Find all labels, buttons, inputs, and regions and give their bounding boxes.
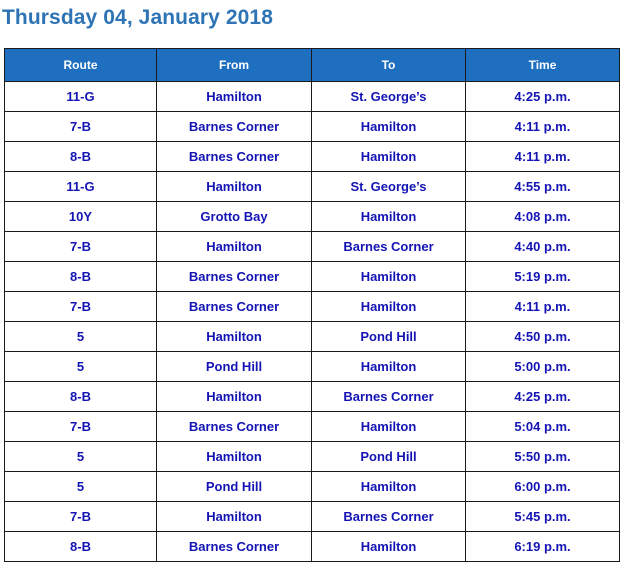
cell-from: Barnes Corner (157, 142, 312, 172)
cell-route: 7-B (5, 112, 157, 142)
cell-route: 5 (5, 442, 157, 472)
cell-from: Hamilton (157, 382, 312, 412)
cell-to: Hamilton (312, 412, 466, 442)
cell-to: Hamilton (312, 142, 466, 172)
cell-time: 4:25 p.m. (466, 382, 620, 412)
cell-route: 7-B (5, 502, 157, 532)
cell-route: 8-B (5, 532, 157, 562)
table-row (5, 202, 620, 232)
cell-time: 5:04 p.m. (466, 412, 620, 442)
table-row (5, 442, 620, 472)
table-row (5, 172, 620, 202)
cell-from: Grotto Bay (157, 202, 312, 232)
header-to: To (312, 49, 466, 82)
cell-route: 8-B (5, 262, 157, 292)
cell-time: 4:08 p.m. (466, 202, 620, 232)
header-route: Route (5, 49, 157, 82)
cell-to: St. George’s (312, 82, 466, 112)
table-body (5, 82, 620, 562)
cell-time: 4:55 p.m. (466, 172, 620, 202)
cell-route: 5 (5, 322, 157, 352)
cell-time: 4:11 p.m. (466, 142, 620, 172)
cell-time: 5:00 p.m. (466, 352, 620, 382)
cell-route: 7-B (5, 232, 157, 262)
bus-schedule-table (4, 48, 620, 562)
cell-to: Hamilton (312, 202, 466, 232)
table-row (5, 532, 620, 562)
cell-route: 10Y (5, 202, 157, 232)
cell-route: 8-B (5, 142, 157, 172)
cell-time: 6:19 p.m. (466, 532, 620, 562)
cell-from: Hamilton (157, 82, 312, 112)
cell-from: Pond Hill (157, 472, 312, 502)
table-row (5, 232, 620, 262)
table-row (5, 262, 620, 292)
cell-time: 5:45 p.m. (466, 502, 620, 532)
cell-route: 8-B (5, 382, 157, 412)
cell-from: Hamilton (157, 442, 312, 472)
cell-to: Hamilton (312, 292, 466, 322)
cell-from: Hamilton (157, 232, 312, 262)
table-header (5, 49, 620, 82)
cell-from: Barnes Corner (157, 292, 312, 322)
cell-to: St. George’s (312, 172, 466, 202)
table-row (5, 352, 620, 382)
cell-from: Hamilton (157, 172, 312, 202)
header-from: From (157, 49, 312, 82)
cell-from: Barnes Corner (157, 112, 312, 142)
table-row (5, 412, 620, 442)
table-row (5, 502, 620, 532)
header-row (5, 49, 620, 82)
cell-time: 6:00 p.m. (466, 472, 620, 502)
cell-to: Hamilton (312, 262, 466, 292)
cell-route: 5 (5, 352, 157, 382)
cell-to: Barnes Corner (312, 232, 466, 262)
cell-to: Pond Hill (312, 322, 466, 352)
table-row (5, 322, 620, 352)
header-time: Time (466, 49, 620, 82)
cell-time: 4:11 p.m. (466, 112, 620, 142)
table-row (5, 292, 620, 322)
cell-route: 7-B (5, 412, 157, 442)
table-row (5, 382, 620, 412)
cell-to: Hamilton (312, 352, 466, 382)
cell-route: 11-G (5, 172, 157, 202)
cell-from: Pond Hill (157, 352, 312, 382)
table-row (5, 142, 620, 172)
cell-time: 4:40 p.m. (466, 232, 620, 262)
page-title: Thursday 04, January 2018 (2, 6, 273, 29)
cell-route: 7-B (5, 292, 157, 322)
cell-from: Barnes Corner (157, 532, 312, 562)
cell-time: 4:50 p.m. (466, 322, 620, 352)
cell-from: Barnes Corner (157, 412, 312, 442)
cell-to: Hamilton (312, 112, 466, 142)
cell-time: 5:50 p.m. (466, 442, 620, 472)
cell-time: 4:11 p.m. (466, 292, 620, 322)
cell-route: 11-G (5, 82, 157, 112)
table-row (5, 112, 620, 142)
cell-to: Hamilton (312, 472, 466, 502)
cell-to: Barnes Corner (312, 502, 466, 532)
cell-to: Barnes Corner (312, 382, 466, 412)
table-row (5, 472, 620, 502)
cell-time: 4:25 p.m. (466, 82, 620, 112)
cell-to: Hamilton (312, 532, 466, 562)
cell-to: Pond Hill (312, 442, 466, 472)
cell-route: 5 (5, 472, 157, 502)
cell-from: Barnes Corner (157, 262, 312, 292)
cell-from: Hamilton (157, 322, 312, 352)
table-row (5, 82, 620, 112)
cell-from: Hamilton (157, 502, 312, 532)
cell-time: 5:19 p.m. (466, 262, 620, 292)
